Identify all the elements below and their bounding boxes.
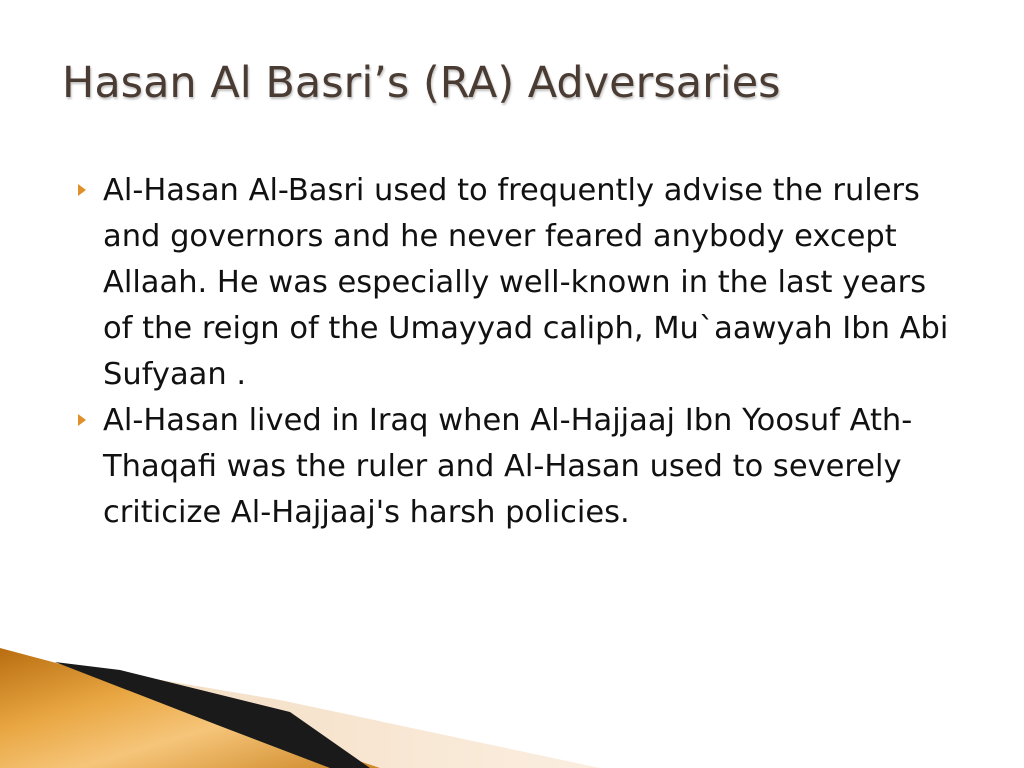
bullet-text: Al-Hasan lived in Iraq when Al-Hajjaaj Ibn Yoosuf Ath-Thaqafi was the ruler and Al-Hasan used to severely criticize Al-Hajjaaj's harsh policies. [103,403,913,530]
bullet-text: Al-Hasan Al-Basri used to frequently advise the rulers and governors and he never feared anybody except Allaah. He was especially well-known in the last years of the reign of the Umayyad caliph, Mu`aawyah Ibn Abi Sufyaan . [103,173,949,392]
slide-title: Hasan Al Basri’s (RA) Adversaries [62,58,781,108]
